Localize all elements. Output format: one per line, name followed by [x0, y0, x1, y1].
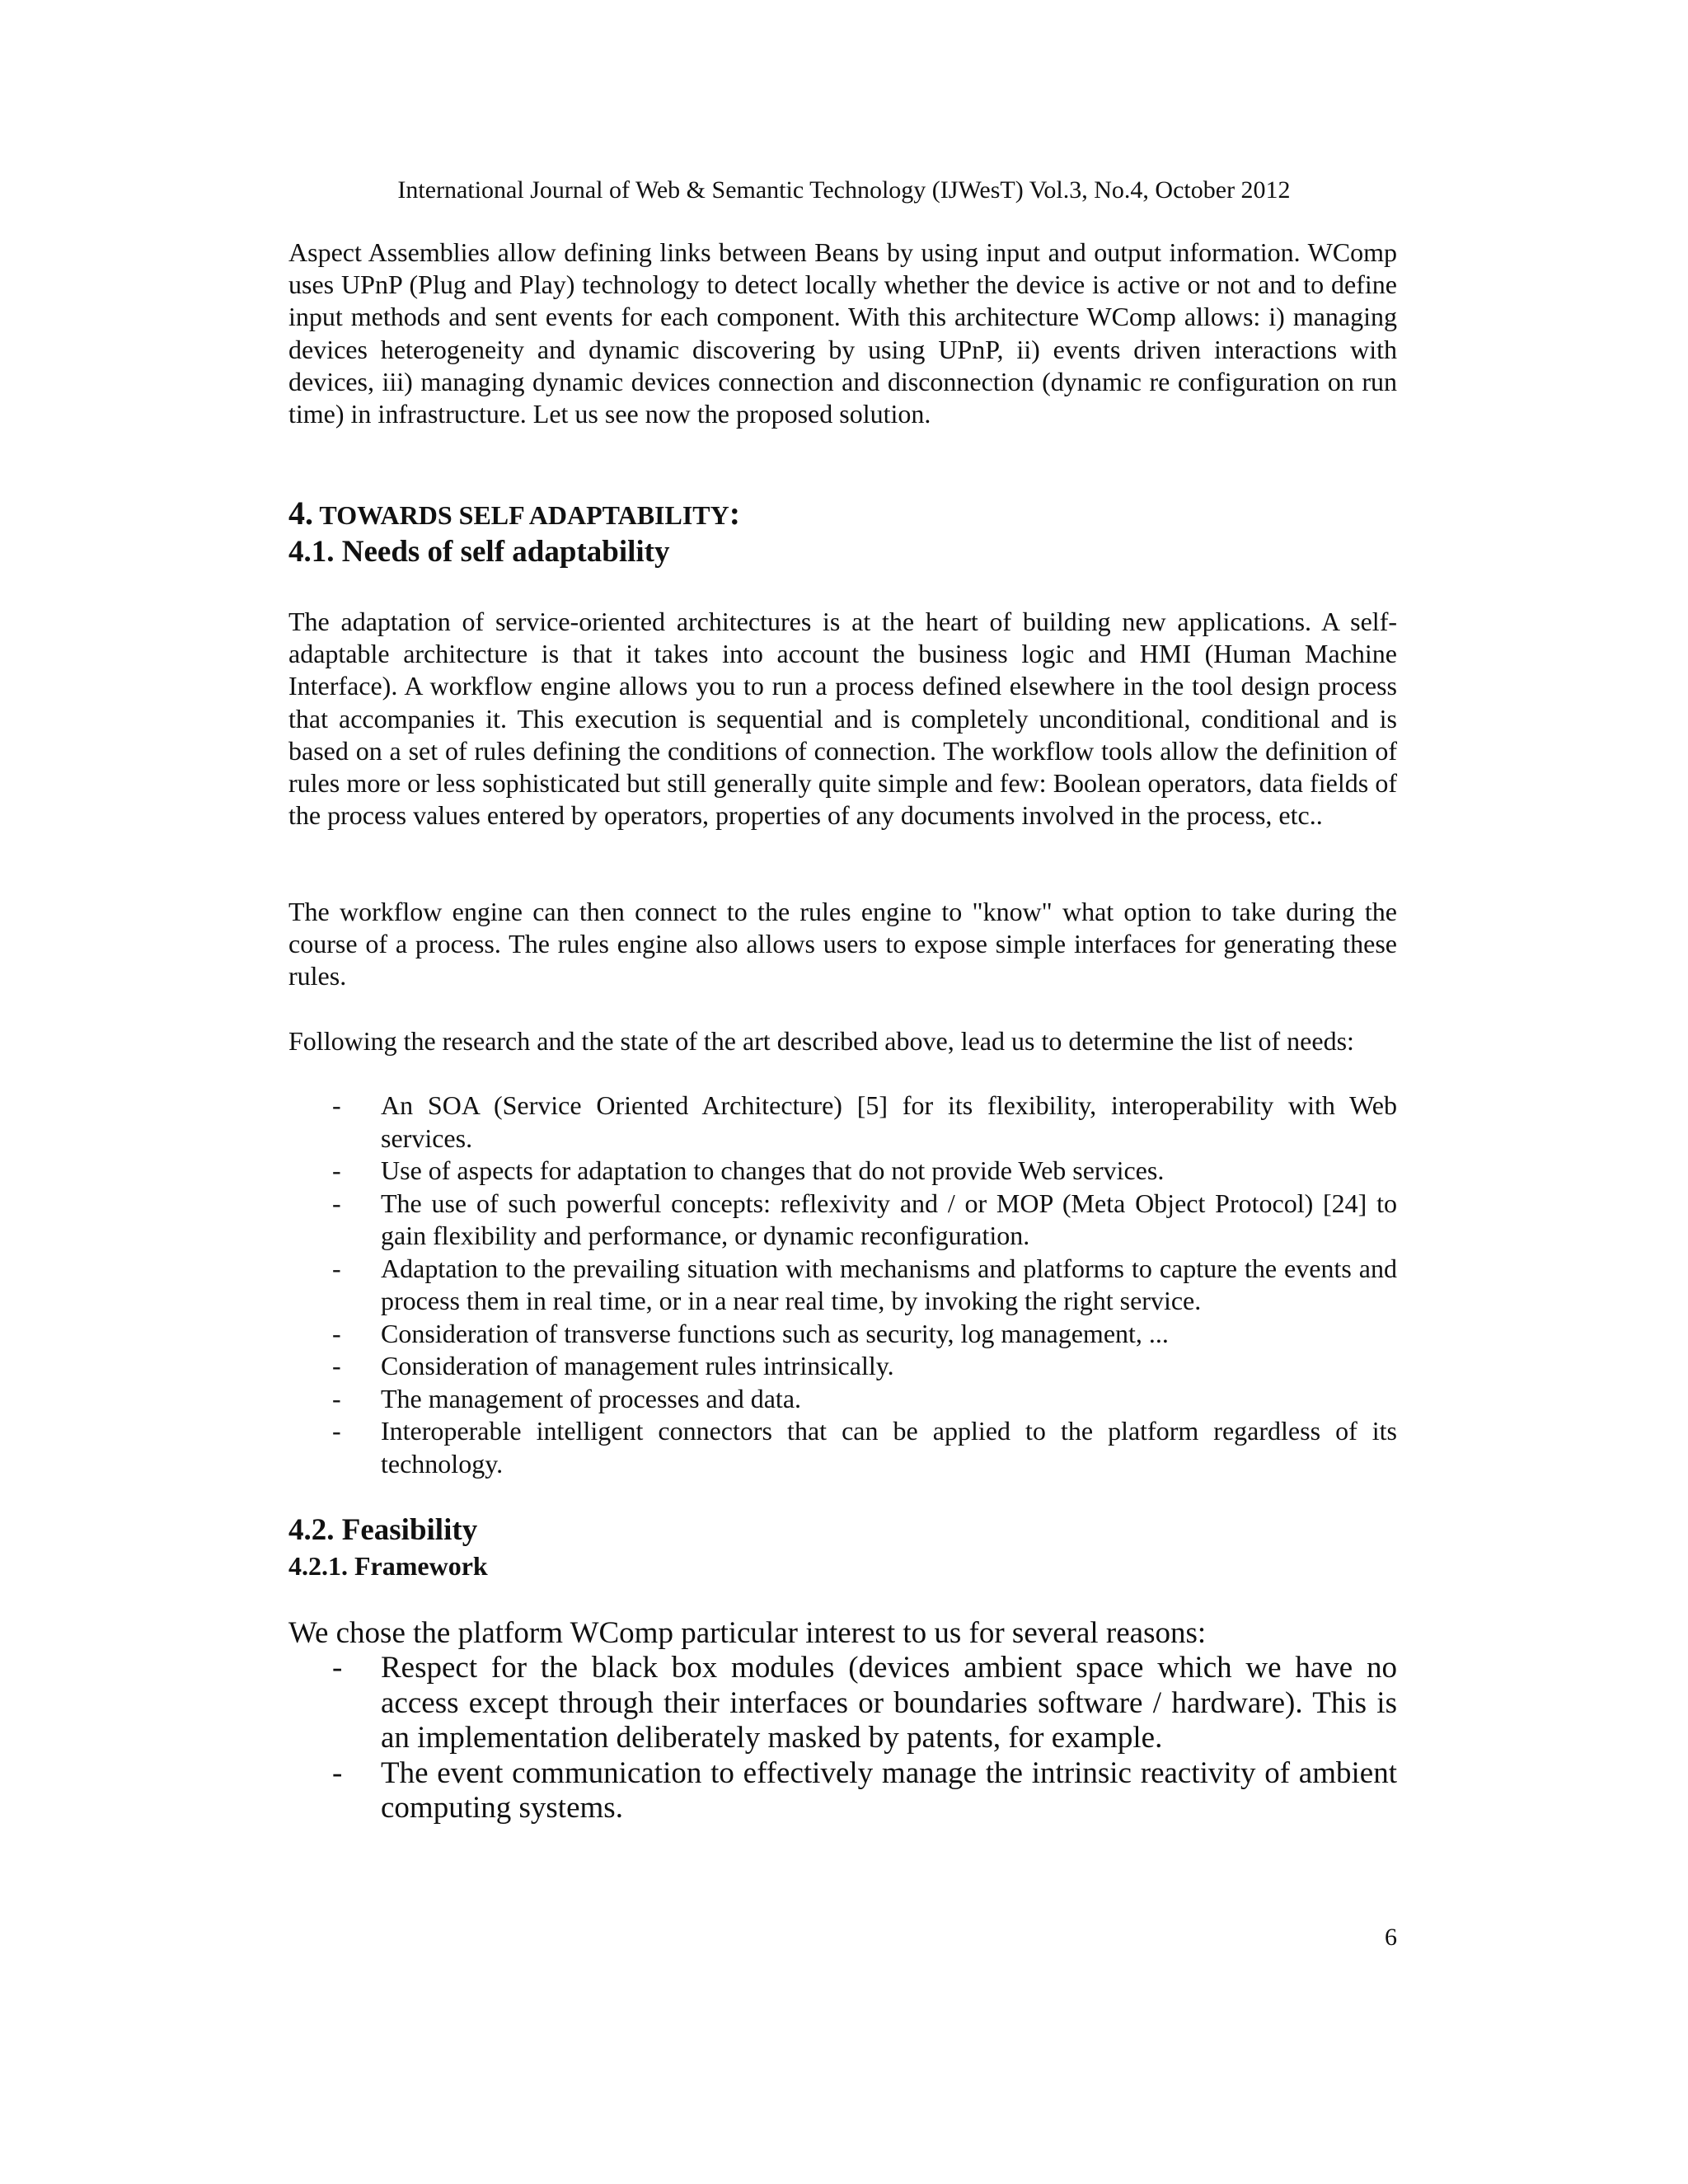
- paragraph-wcomp-reasons: We chose the platform WComp particular interest to us for several reasons:: [288, 1616, 1207, 1650]
- reason-black-box: Respect for the black box modules (devices ambient space which we have no access except through their interfaces or boundaries software / hardware). This is an implementation deliberately masked by patents, for example.: [381, 1651, 1397, 1755]
- list-item: [288, 1318, 1397, 1351]
- list-marker: -: [332, 1416, 341, 1446]
- need-adaptation: Adaptation to the prevailing situation with mechanisms and platforms to capture the events and process them in real time, or in a near real time, by invoking the right service.: [381, 1253, 1397, 1315]
- intro-paragraph: Aspect Assemblies allow defining links between Beans by using input and output information. WComp uses UPnP (Plug and Play) technology to detect locally whether the device is active or not and to define input methods and sent events for each component. With this architecture WComp allows: i) managing devices heterogeneity and dynamic discovering by using UPnP, ii) events driven interactions with devices, iii) managing dynamic devices connection and disconnection (dynamic re configuration on run time) in infrastructure. Let us see now the proposed solution.: [288, 237, 1397, 429]
- list-item: [288, 1155, 1397, 1188]
- section-heading: [288, 494, 1397, 532]
- subsection-heading-needs: 4.1. Needs of self adaptability: [288, 535, 670, 569]
- list-marker: -: [332, 1318, 341, 1348]
- list-item: [288, 1383, 1397, 1416]
- list-marker: -: [332, 1090, 341, 1120]
- list-item: [288, 1188, 1397, 1253]
- subsubsection-heading-framework: 4.2.1. Framework: [288, 1551, 488, 1581]
- list-marker: -: [332, 1351, 341, 1380]
- need-reflexivity: The use of such powerful concepts: reflexivity and / or MOP (Meta Object Protocol) [24] to gain flexibility and performance, or dynamic reconfiguration.: [381, 1188, 1397, 1250]
- page-number: 6: [1385, 1924, 1397, 1951]
- list-marker: -: [332, 1651, 343, 1685]
- list-item: [288, 1350, 1397, 1383]
- need-connectors: Interoperable intelligent connectors that can be applied to the platform regardless of its technology.: [381, 1416, 1397, 1479]
- list-marker: -: [332, 1155, 341, 1185]
- subsection-heading-feasibility: 4.2. Feasibility: [288, 1513, 478, 1547]
- needs-list: [288, 1090, 1397, 1480]
- need-management-rules: Consideration of management rules intrinsically.: [381, 1351, 894, 1380]
- paragraph-adaptation: The adaptation of service-oriented architectures is at the heart of building new applications. A self-adaptable architecture is that it takes into account the business logic and HMI (Human Machine Interface). A workflow engine allows you to run a process defined elsewhere in the tool design process that accompanies it. This execution is sequential and is completely unconditional, conditional and is based on a set of rules defining the conditions of connection. The workflow tools allow the definition of rules more or less sophisticated but still generally quite simple and few: Boolean operators, data fields of the process values entered by operators, properties of any documents involved in the process, etc..: [288, 607, 1397, 831]
- section-number: 4.: [288, 494, 313, 532]
- reasons-list: [288, 1651, 1397, 1826]
- list-item: [288, 1090, 1397, 1155]
- section-title: TOWARDS SELF ADAPTABILITY: [319, 500, 729, 530]
- need-processes-data: The management of processes and data.: [381, 1383, 802, 1413]
- list-item: [288, 1651, 1397, 1756]
- paragraph-workflow-engine: The workflow engine can then connect to the rules engine to "know" what option to take during the course of a process. The rules engine also allows users to expose simple interfaces for generating these rules.: [288, 897, 1397, 991]
- list-item: [288, 1253, 1397, 1318]
- section-title-colon: :: [729, 494, 741, 532]
- list-marker: -: [332, 1188, 341, 1218]
- list-marker: -: [332, 1253, 341, 1283]
- paragraph-needs-intro: Following the research and the state of the art described above, lead us to determine the list of needs:: [288, 1026, 1354, 1056]
- need-aspects: Use of aspects for adaptation to changes that do not provide Web services.: [381, 1155, 1165, 1185]
- list-marker: -: [332, 1383, 341, 1413]
- running-header: International Journal of Web & Semantic Technology (IJWesT) Vol.3, No.4, October 2012: [397, 176, 1291, 204]
- need-transverse-functions: Consideration of transverse functions such as security, log management, ...: [381, 1318, 1169, 1348]
- need-soa: An SOA (Service Oriented Architecture) [5] for its flexibility, interoperability with Web services.: [381, 1090, 1397, 1153]
- list-marker: -: [332, 1755, 343, 1790]
- list-item: [288, 1415, 1397, 1480]
- reason-event-communication: The event communication to effectively manage the intrinsic reactivity of ambient computing systems.: [381, 1755, 1397, 1825]
- list-item: [288, 1756, 1397, 1826]
